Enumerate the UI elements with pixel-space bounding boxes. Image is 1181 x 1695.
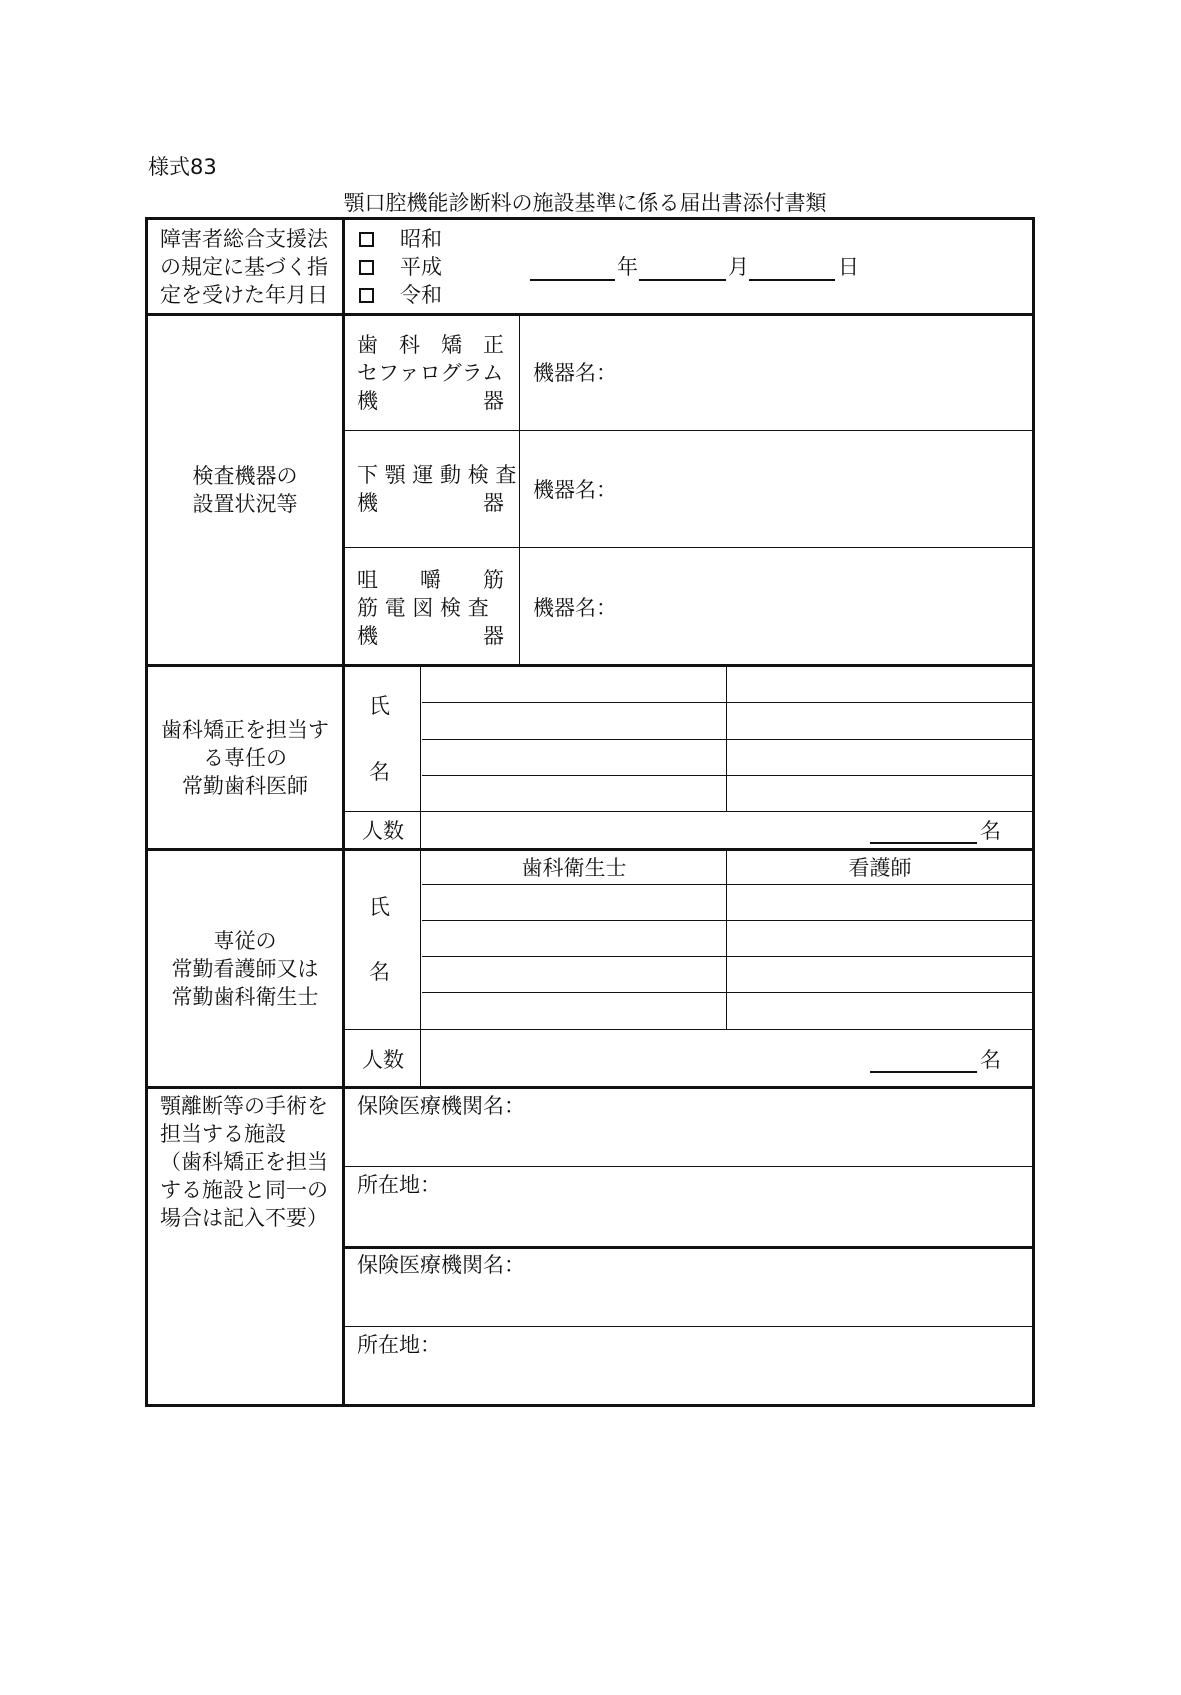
equipment-label-line2: 設置状況等 [192,492,298,516]
institution-label-1: 保険医療機関名： [357,1094,525,1118]
form-id: 様式83 [148,155,217,179]
nurse-label-line2: 常勤看護師又は [171,957,319,981]
surgery-label-line5: 場合は記入不要） [160,1206,328,1230]
era-label-showa: 昭和 [400,227,442,251]
orthodontist-name-char1: 氏 [369,694,390,718]
device-cephalogram-line3: 機 器 [357,389,504,413]
orthodontist-label-line3: 常勤歯科医師 [182,774,308,798]
orthodontist-name-input[interactable] [728,668,1030,701]
day-label: 日 [838,255,859,279]
col-header-hygienist: 歯科衛生士 [521,856,627,880]
era-label-reiwa: 令和 [400,283,442,307]
nurse-name-char2: 名 [369,960,390,984]
designation-label-line1: 障害者総合支援法 [160,227,328,251]
equipment-name-label-1: 機器名： [533,361,617,385]
orthodontist-count-label: 人数 [362,819,404,843]
orthodontist-name-input[interactable] [424,668,724,701]
device-cephalogram [357,331,504,415]
era-checkbox-showa[interactable] [359,232,374,247]
device-emg-line1: 咀 嚼 筋 [357,568,504,592]
device-mandibular-movement [357,461,516,517]
orthodontist-count-unit: 名 [980,819,1001,843]
col-header-nurse: 看護師 [848,856,912,880]
era-checkbox-reiwa[interactable] [359,288,374,303]
orthodontist-name-input[interactable] [728,741,1030,774]
equipment-name-label-2: 機器名： [533,478,617,502]
orthodontist-name-input[interactable] [424,741,724,774]
orthodontist-count-input[interactable] [870,842,977,844]
nurse-count-label: 人数 [362,1048,404,1072]
surgery-label-line2: 担当する施設 [160,1122,286,1146]
nurse-name-input[interactable] [728,994,1030,1028]
orthodontist-name-input[interactable] [728,704,1030,738]
nurse-name-char1: 氏 [369,895,390,919]
equipment-label-line1: 検査機器の [192,464,298,488]
nurse-label-line3: 常勤歯科衛生士 [171,985,319,1009]
device-mandibular-line1: 下 顎 運 動 検 査 [357,463,517,487]
equipment-name-label-3: 機器名： [533,596,617,620]
address-label-2: 所在地： [357,1333,441,1357]
day-input[interactable] [749,279,835,281]
surgery-label-line1: 顎離断等の手術を [160,1094,328,1118]
year-label: 年 [617,255,638,279]
address-input-1[interactable] [346,1200,1030,1244]
institution-input-2[interactable] [346,1281,1030,1324]
surgery-label-line3: （歯科矯正を担当 [160,1150,328,1174]
device-emg-line2: 筋 電 図 検 査 [357,596,489,620]
institution-input-1[interactable] [346,1122,1030,1164]
orthodontist-label-line2: る専任の [203,746,287,770]
nurse-count-input[interactable] [870,1071,977,1073]
era-checkbox-heisei[interactable] [359,260,374,275]
address-label-1: 所在地： [357,1173,441,1197]
equipment-name-input-3[interactable] [620,580,1025,628]
address-input-2[interactable] [346,1360,1030,1402]
hygienist-name-input[interactable] [424,886,724,919]
nurse-name-input[interactable] [728,922,1030,955]
hygienist-name-input[interactable] [424,958,724,991]
orthodontist-name-char2: 名 [369,760,390,784]
nurse-name-input[interactable] [728,958,1030,991]
month-label: 月 [728,255,749,279]
surgery-label-line4: する施設と同一の [160,1178,328,1202]
equipment-name-input-1[interactable] [620,345,1025,393]
device-emg [357,566,504,650]
era-label-heisei: 平成 [400,255,442,279]
orthodontist-name-input[interactable] [424,777,724,810]
month-input[interactable] [639,279,726,281]
page-title: 顎口腔機能診断料の施設基準に係る届出書添付書類 [343,191,827,215]
orthodontist-name-input[interactable] [424,704,724,738]
year-input[interactable] [530,279,615,281]
device-cephalogram-line2: セファログラム [357,361,504,385]
hygienist-name-input[interactable] [424,994,724,1028]
device-cephalogram-line1: 歯 科 矯 正 [357,333,504,357]
designation-label-line3: 定を受けた年月日 [160,283,328,307]
orthodontist-name-input[interactable] [728,777,1030,810]
orthodontist-label-line1: 歯科矯正を担当す [161,718,329,742]
nurse-name-input[interactable] [728,886,1030,919]
device-emg-line3: 機 器 [357,624,504,648]
institution-label-2: 保険医療機関名： [357,1253,525,1277]
nurse-count-unit: 名 [980,1048,1001,1072]
equipment-name-input-2[interactable] [620,462,1025,510]
designation-label-line2: の規定に基づく指 [160,255,328,279]
hygienist-name-input[interactable] [424,922,724,955]
nurse-label-line1: 専従の [213,929,277,953]
device-mandibular-line2: 機 器 [357,491,504,515]
